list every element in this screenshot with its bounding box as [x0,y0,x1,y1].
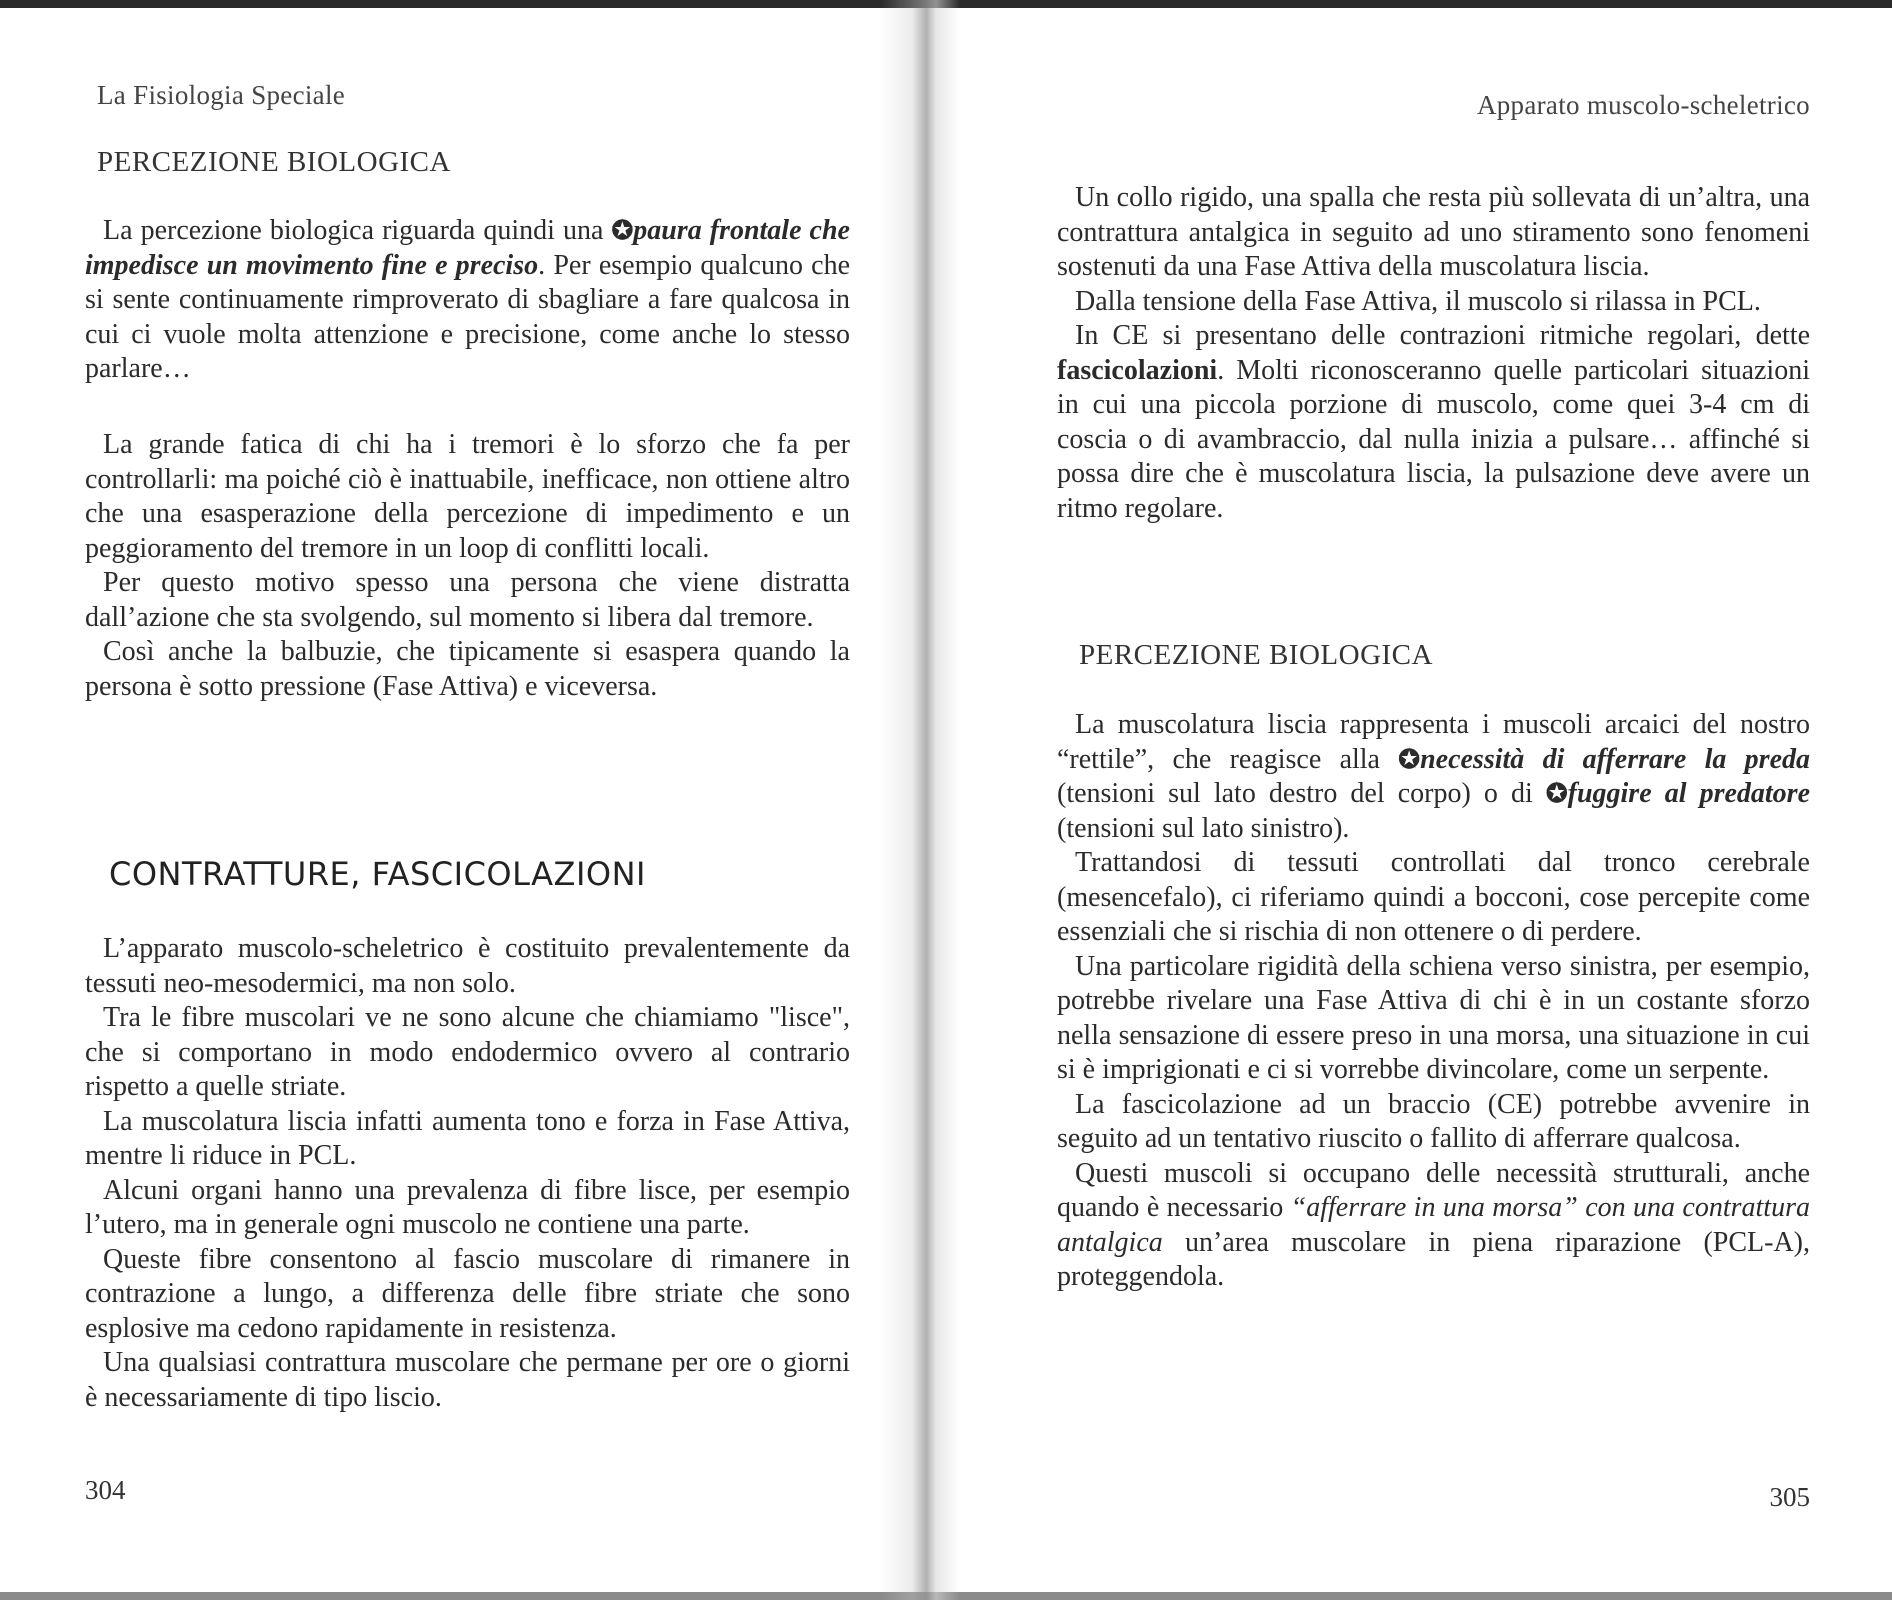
right-page [1057,0,1810,1600]
left-page [85,0,850,1600]
running-head-left: La Fisiologia Speciale [97,80,346,110]
text-block-right-1 [1057,181,1810,526]
emphasis-text: fuggire al predatore [1567,778,1811,809]
paragraph: Per questo motivo spesso una persona che viene distratta dall’azione che sta svolgendo, sul momento si libera dal tremore. [85,567,850,633]
running-head-right: Apparato muscolo-scheletrico [1476,90,1810,120]
text-block-left-2 [85,428,850,704]
section-title-right: PERCEZIONE BIOLOGICA [1079,639,1433,671]
paragraph: Alcuni organi hanno una prevalenza di fibre lisce, per esempio l’utero, ma in generale ogni muscolo ne contiene una parte. [85,1174,850,1240]
text-block-left-3 [85,932,850,1415]
star-bullet-icon: ✪ [611,216,634,245]
paragraph: La fascicolazione ad un braccio (CE) potrebbe avvenire in seguito ad un tentativo riuscito o fallito di afferrare qualcosa. [1057,1088,1810,1154]
paragraph: Questi muscoli si occupano delle necessità strutturali, anche quando è necessario “afferrare in una morsa” con una contrattura antalgica un’area muscolare in piena riparazione (PCL-A), proteggendola. [1057,1157,1810,1292]
paragraph: Una qualsiasi contrattura muscolare che permane per ore o giorni è necessariamente di tipo liscio. [85,1347,850,1413]
star-bullet-icon: ✪ [1398,744,1421,774]
paragraph: Tra le fibre muscolari ve ne sono alcune che chiamiamo "lisce", che si comportano in modo endodermico ovvero al contrario rispetto a quelle striate. [85,1002,850,1102]
italic-text: “afferrare in una morsa” con una contrattura antalgica [1057,1192,1810,1258]
paragraph: Trattandosi di tessuti controllati dal tronco cerebrale (mesencefalo), ci riferiamo quindi a bocconi, cose percepite come essenziali che si rischia di non ottenere o di perdere. [1057,847,1810,947]
section-title-left: PERCEZIONE BIOLOGICA [97,146,451,178]
star-bullet-icon: ✪ [1545,779,1568,808]
paragraph: Queste fibre consentono al fascio muscolare di rimanere in contrazione a lungo, a differenza delle fibre striate che sono esplosive ma cedono rapidamente in resistenza. [85,1243,850,1344]
paragraph: La muscolatura liscia infatti aumenta tono e forza in Fase Attiva, mentre li riduce in PCL. [85,1105,850,1171]
paragraph: La muscolatura liscia rappresenta i muscoli arcaici del nostro “rettile”, che reagisce alla ✪necessità di afferrare la preda (tensioni sul lato destro del corpo) o di ✪fuggire al predatore (tensioni sul lato sinistro). [1057,709,1811,844]
chapter-heading: CONTRATTURE, FASCICOLAZIONI [109,855,646,893]
paragraph: Dalla tensione della Fase Attiva, il muscolo si rilassa in PCL. [1075,285,1761,317]
paragraph: L’apparato muscolo-scheletrico è costituito prevalentemente da tessuti neo-mesodermici, ma non solo. [85,933,850,999]
emphasis-text: paura frontale che impedisce un movimento fine e preciso [85,215,850,281]
paragraph: Una particolare rigidità della schiena verso sinistra, per esempio, potrebbe rivelare una Fase Attiva di chi è in un costante sforzo nella sensazione di essere preso in una morsa, una situazione in cui si è imprigionati e ci si vorrebbe divincolare, come un serpente. [1057,950,1810,1085]
paragraph: In CE si presentano delle contrazioni ritmiche regolari, dette fascicolazioni. Molti riconosceranno quelle particolari situazioni in cui una piccola porzione di muscolo, come quei 3-4 cm di coscia o di avambraccio, dal nulla inizia a pulsare… affinché si possa dire che è muscolatura liscia, la pulsazione deve avere un ritmo regolare. [1057,320,1810,524]
emphasis-text: necessità di afferrare la preda [1420,743,1810,775]
text-block-left-1 [85,214,850,387]
paragraph: Un collo rigido, una spalla che resta più sollevata di un’altra, una contrattura antalgica in seguito ad uno stiramento sono fenomeni sostenuti da una Fase Attiva della muscolatura liscia. [1057,182,1810,282]
bold-term: fascicolazioni [1057,354,1218,386]
paragraph: La percezione biologica riguarda quindi una ✪paura frontale che impedisce un movimento fine e preciso. Per esempio qualcuno che si sente continuamente rimproverato di sbagliare a fare qualcosa in cui ci vuole molta attenzione e precisione, come anche lo stesso parlare… [85,215,851,384]
paragraph: La grande fatica di chi ha i tremori è lo sforzo che fa per controllarli: ma poiché ciò è inattuabile, inefficace, non ottiene altro che una esasperazione della percezione di impedimento e un peggioramento del tremore in un loop di conflitti locali. [85,429,850,564]
book-gutter-shadow [880,0,960,1600]
text-block-right-2 [1057,708,1810,1295]
page-number-left: 304 [85,1475,126,1505]
paragraph: Così anche la balbuzie, che tipicamente si esaspera quando la persona è sotto pressione (Fase Attiva) e viceversa. [85,636,850,702]
page-number-right: 305 [1769,1482,1810,1512]
